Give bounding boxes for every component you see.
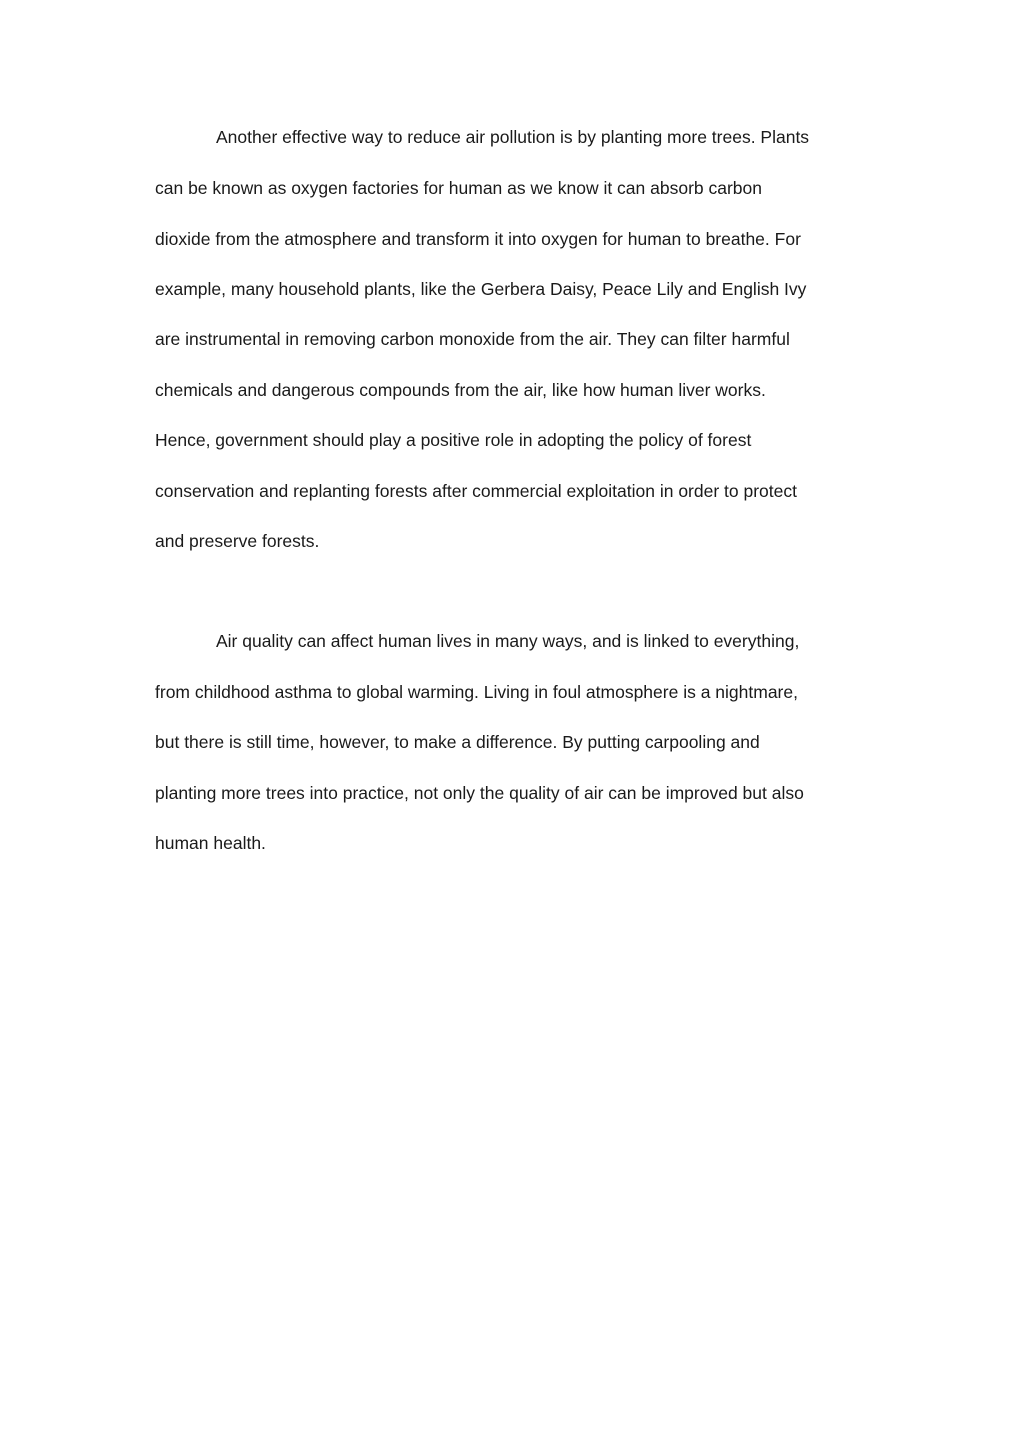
paragraph-line: can be known as oxygen factories for human as we know it can absorb carbon xyxy=(155,178,763,198)
paragraph-line: example, many household plants, like the Gerbera Daisy, Peace Lily and English Ivy xyxy=(155,279,807,299)
paragraph-line: from childhood asthma to global warming. Living in foul atmosphere is a nightmare, xyxy=(155,682,798,702)
paragraph-line: planting more trees into practice, not only the quality of air can be improved but also xyxy=(155,783,804,803)
paragraph-line: dioxide from the atmosphere and transform it into oxygen for human to breathe. For xyxy=(155,229,801,249)
paragraph-line: conservation and replanting forests after commercial exploitation in order to protect xyxy=(155,481,797,501)
paragraph-line: Air quality can affect human lives in many ways, and is linked to everything, xyxy=(216,631,800,651)
paragraph-line: are instrumental in removing carbon monoxide from the air. They can filter harmful xyxy=(155,329,790,349)
paragraph-line: and preserve forests. xyxy=(155,531,320,551)
paragraph-line: but there is still time, however, to make a difference. By putting carpooling and xyxy=(155,732,760,752)
paragraph-line: Hence, government should play a positive role in adopting the policy of forest xyxy=(155,430,752,450)
paragraph-line: Another effective way to reduce air pollution is by planting more trees. Plants xyxy=(216,127,810,147)
paragraph-line: chemicals and dangerous compounds from the air, like how human liver works. xyxy=(155,380,766,400)
paragraph-line: human health. xyxy=(155,833,266,853)
